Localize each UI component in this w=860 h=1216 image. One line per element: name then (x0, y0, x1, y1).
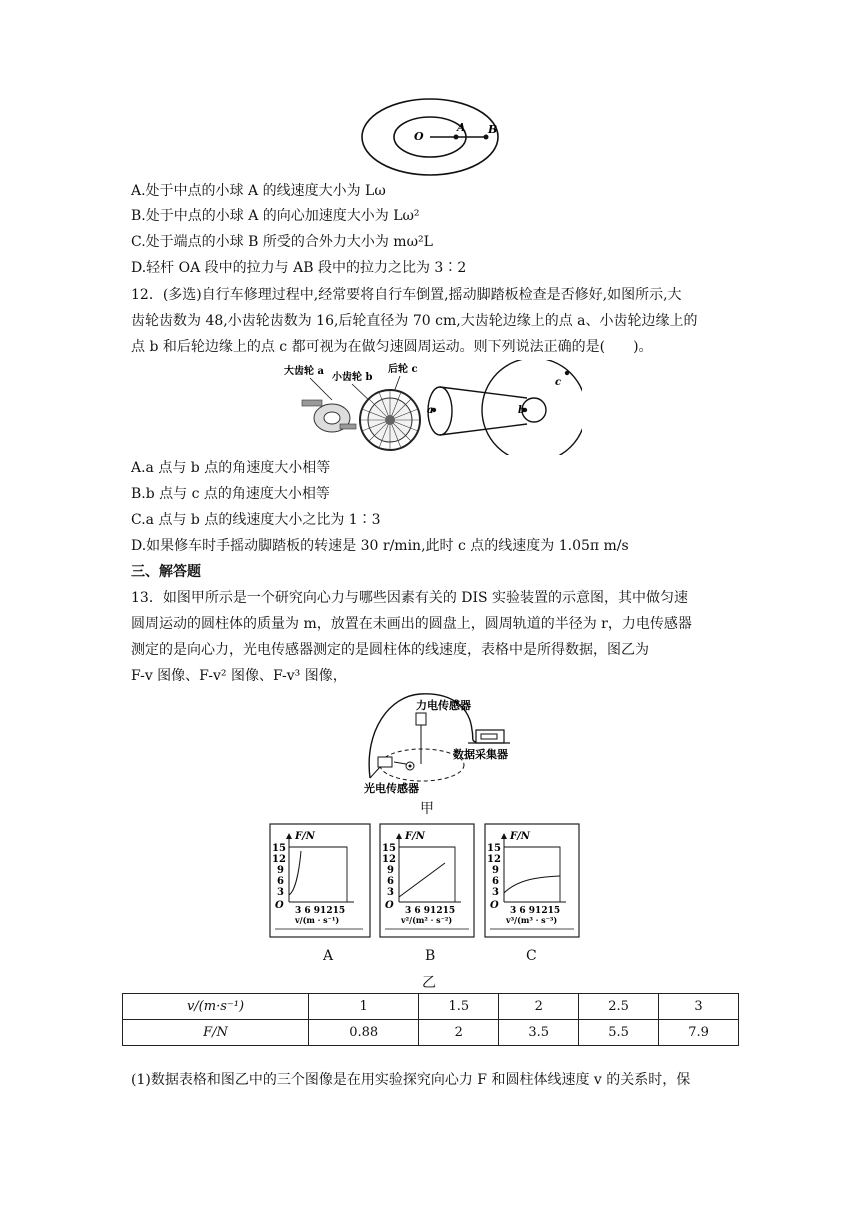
q12-stem-line2: 齿轮齿数为 48,小齿轮齿数为 16,后轮直径为 70 cm,大齿轮边缘上的点 a、小齿轮边缘上的 (131, 313, 698, 329)
data-collector-label: 数据采集器 (453, 748, 508, 761)
q13-sub1: (1)数据表格和图乙中的三个图像是在用实验探究向心力 F 和圆柱体线速度 v 的关系时，保 (131, 1072, 691, 1088)
ytick: 12 (487, 854, 501, 865)
q13-stem-line3: 测定的是向心力，光电传感器测定的是圆柱体的线速度，表格中是所得数据，图乙为 (131, 642, 649, 658)
graph-A-xlabel: v/(m · s⁻¹) (295, 915, 340, 925)
label-b: b (518, 405, 525, 416)
label-big-gear: 大齿轮 a (284, 366, 324, 377)
ytick: 15 (272, 843, 286, 854)
table-cell: 3 (659, 994, 739, 1020)
table-cell: 0.88 (309, 1020, 419, 1046)
label-a: a (427, 405, 434, 416)
label-B: B (488, 123, 498, 136)
q13-stem-line1: 13．如图甲所示是一个研究向心力与哪些因素有关的 DIS 实验装置的示意图，其中做匀速 (131, 590, 689, 606)
origin-label: O (490, 900, 499, 911)
table-cell: 5.5 (579, 1020, 659, 1046)
origin-label: O (275, 900, 284, 911)
caption-jia: 甲 (420, 801, 434, 817)
row-head: v/(m·s⁻¹) (123, 994, 309, 1020)
q13-fig-jia (360, 690, 535, 795)
row-head: F/N (123, 1020, 309, 1046)
ytick: 6 (277, 876, 284, 887)
ytick: 15 (382, 843, 396, 854)
ball-A (454, 135, 459, 140)
ytick: 15 (487, 843, 501, 854)
q11-option-a: A.处于中点的小球 A 的线速度大小为 Lω (131, 183, 386, 199)
q11-option-b: B.处于中点的小球 A 的向心加速度大小为 Lω² (131, 208, 420, 224)
origin-label: O (385, 900, 394, 911)
q13-stem-line4: F-v 图像、F-v² 图像、F-v³ 图像， (131, 668, 347, 684)
graph-B (379, 823, 475, 938)
table-cell: 2 (419, 1020, 499, 1046)
ytick: 3 (492, 887, 499, 898)
q11-option-d: D.轻杆 OA 段中的拉力与 AB 段中的拉力之比为 3∶2 (131, 260, 467, 276)
ytick: 6 (492, 876, 499, 887)
graph-C (484, 823, 580, 938)
q13-stem-line2: 圆周运动的圆柱体的质量为 m，放置在未画出的圆盘上，圆周轨道的半径为 r，力电传感器 (131, 616, 692, 632)
graph-B-ylabel: F/N (405, 831, 425, 842)
ytick: 9 (387, 865, 394, 876)
table-cell: 7.9 (659, 1020, 739, 1046)
q12-option-b: B.b 点与 c 点的角速度大小相等 (131, 486, 330, 502)
ytick: 12 (272, 854, 286, 865)
q11-option-c: C.处于端点的小球 B 所受的合外力大小为 mω²L (131, 234, 433, 250)
label-A: A (457, 121, 466, 134)
xticks: 3 6 91215 (510, 906, 561, 916)
table-cell: 2.5 (579, 994, 659, 1020)
q12-option-c: C.a 点与 b 点的线速度大小之比为 1∶3 (131, 512, 381, 528)
table-cell: 1.5 (419, 994, 499, 1020)
data-table (122, 993, 739, 1046)
xticks: 3 6 91215 (295, 906, 346, 916)
photo-sensor-label: 光电传感器 (364, 782, 419, 795)
label-small-gear: 小齿轮 b (332, 372, 373, 383)
label-O: O (414, 130, 424, 143)
graph-A (269, 823, 371, 938)
graph-B-xlabel: v²/(m² · s⁻²) (401, 915, 453, 925)
graph-C-letter: C (526, 948, 537, 964)
ytick: 12 (382, 854, 396, 865)
ytick: 9 (492, 865, 499, 876)
graph-B-letter: B (425, 948, 436, 964)
table-row (123, 994, 739, 1020)
q12-stem-line1: 12．(多选)自行车修理过程中,经常要将自行车倒置,摇动脚踏板检查是否修好,如图所示,大 (131, 287, 682, 303)
label-c: c (555, 377, 562, 388)
graph-C-xlabel: v³/(m³ · s⁻³) (506, 915, 558, 925)
q12-figure (282, 360, 582, 455)
q12-option-d: D.如果修车时手摇动脚踏板的转速是 30 r/min,此时 c 点的线速度为 1.05π m/s (131, 538, 629, 554)
ytick: 9 (277, 865, 284, 876)
graph-A-letter: A (323, 948, 334, 964)
q12-option-a: A.a 点与 b 点的角速度大小相等 (131, 460, 331, 476)
xticks: 3 6 91215 (405, 906, 456, 916)
table-cell: 1 (309, 994, 419, 1020)
ytick: 6 (387, 876, 394, 887)
caption-yi: 乙 (422, 975, 436, 991)
q11-figure (360, 97, 510, 177)
table-row (123, 1020, 739, 1046)
ytick: 3 (277, 887, 284, 898)
label-rear-wheel: 后轮 c (388, 364, 418, 375)
graph-A-ylabel: F/N (295, 831, 315, 842)
ytick: 3 (387, 887, 394, 898)
force-sensor-label: 力电传感器 (416, 699, 471, 712)
q12-stem-line3: 点 b 和后轮边缘上的点 c 都可视为在做匀速圆周运动。则下列说法正确的是( )。 (131, 339, 653, 355)
table-cell: 2 (499, 994, 579, 1020)
photo-sensor-box (378, 757, 392, 767)
section-title: 三、解答题 (131, 564, 201, 580)
table-cell: 3.5 (499, 1020, 579, 1046)
graph-C-ylabel: F/N (510, 831, 530, 842)
